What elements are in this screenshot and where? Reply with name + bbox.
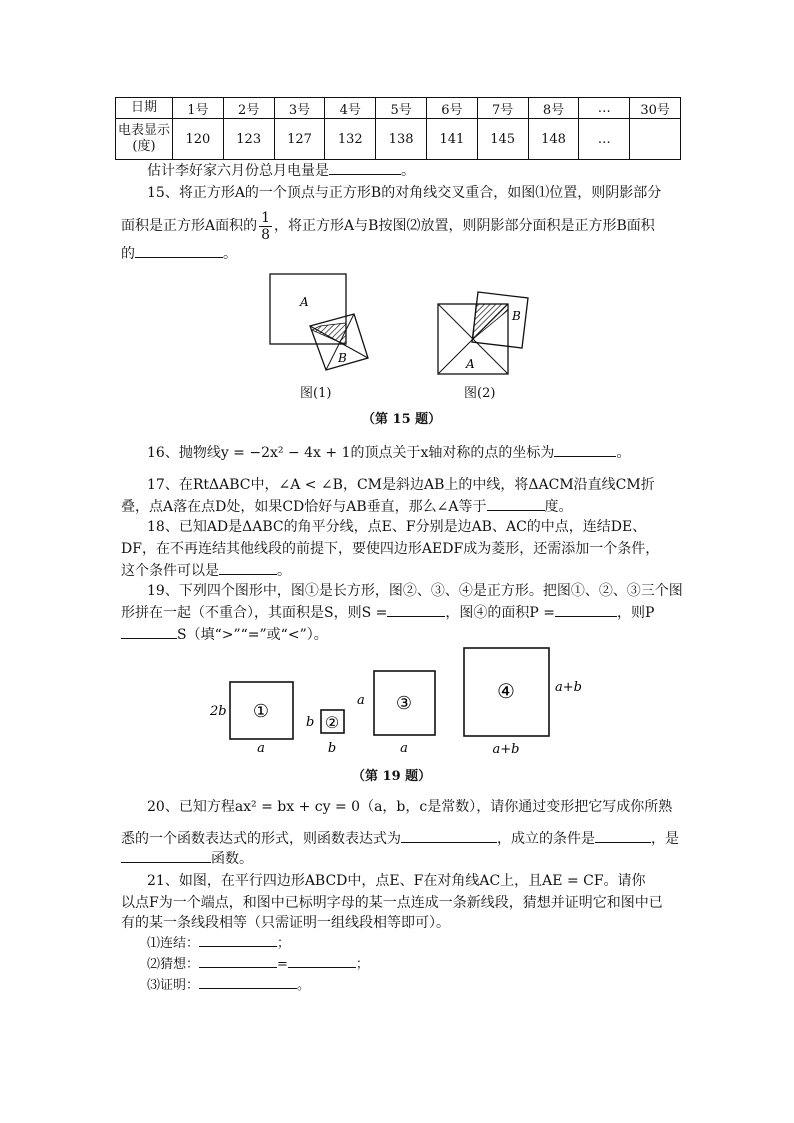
q19-line3: S（填“>”“=”或“<”）。 (121, 626, 328, 644)
answer-blank[interactable] (595, 830, 651, 843)
table-cell: 145 (477, 119, 528, 160)
side-label: 2b (210, 704, 227, 719)
q19-caption: （第 19 题） (352, 769, 432, 784)
table-cell (630, 119, 681, 160)
figure-square-4 (464, 648, 582, 757)
fraction-one-eighth: $\frac{1}{8}$ (261, 209, 271, 243)
answer-blank[interactable] (121, 626, 177, 639)
svg-text:③: ③ (395, 693, 413, 714)
side-label: a+b (555, 680, 582, 695)
side-label: a (257, 741, 265, 756)
answer-blank[interactable] (288, 955, 356, 968)
answer-blank[interactable] (555, 604, 617, 617)
table-cell: 6号 (426, 98, 477, 119)
figure-square-2 (306, 710, 344, 756)
side-label: a (400, 741, 408, 756)
table-cell: 2号 (223, 98, 274, 119)
q14-tail: 估计李好家六月份总月电量是 。 (147, 163, 415, 179)
figure-square-3 (357, 671, 435, 756)
table-row (116, 98, 681, 119)
answer-blank[interactable] (121, 850, 211, 863)
table-cell: 7号 (477, 98, 528, 119)
side-label: a (357, 693, 365, 708)
answer-blank[interactable] (401, 830, 497, 843)
q18-line2: DF，在不再连结其他线段的前提下，要使四边形AEDF成为菱形，还需添加一个条件， (121, 541, 660, 557)
table-cell: … (579, 119, 630, 160)
shaded-region (312, 323, 346, 344)
side-label: a+b (492, 742, 520, 757)
table-cell: 电表显示(度) (116, 119, 173, 160)
q15-line2: 面积是正方形A面积的 $\frac{1}{8}$ ，将正方形A与B按图⑵放置，则阴影部分面积是正方形B面积 (121, 209, 655, 243)
q19-line1: 19、下列四个图形中，图①是长方形，图②、③、④是正方形。把图①、②、③三个图 (147, 583, 683, 599)
q15-line3: 的 。 (121, 246, 237, 262)
shaded-region (473, 304, 508, 339)
q19-figures (200, 640, 600, 760)
q17-line1: 17、在RtΔABC中，∠A < ∠B，CM是斜边AB上的中线，将ΔACM沿直线CM折 (147, 477, 655, 493)
label-a: A (300, 295, 309, 309)
label-b: B (338, 351, 347, 365)
answer-blank[interactable] (199, 955, 277, 968)
table-cell: 日期 (116, 98, 173, 119)
figure-1-caption: 图(1) (300, 386, 332, 401)
table-cell: 141 (426, 119, 477, 160)
figure-rectangle-1 (209, 682, 293, 756)
table-cell: 138 (376, 119, 427, 160)
table-cell: … (579, 98, 630, 119)
q20-line2: 悉的一个函数表达式的形式，则函数表达式为 ，成立的条件是 ，是 (121, 831, 679, 847)
answer-blank[interactable] (554, 444, 616, 457)
table-cell: 127 (274, 119, 325, 160)
q21-answer-2: ⑵猜想： = ； (147, 957, 369, 972)
table-cell: 123 (223, 119, 274, 160)
svg-text:④: ④ (497, 679, 515, 703)
answer-blank[interactable] (487, 498, 545, 511)
answer-blank[interactable] (387, 604, 445, 617)
q17-line2: 叠，点A落在点D处，如果CD恰好与AB垂直，那么∠A等于 度。 (121, 499, 573, 515)
side-label: b (327, 741, 337, 756)
figure-2-caption: 图(2) (464, 386, 496, 401)
table-cell: 30号 (630, 98, 681, 119)
svg-text:②: ② (324, 713, 340, 732)
q21-line2: 以点F为一个端点，和图中已标明字母的某一点连成一条新线段，猜想并证明它和图中已 (121, 895, 663, 911)
label-b: B (512, 309, 521, 323)
q15-line1: 15、将正方形A的一个顶点与正方形B的对角线交叉重合，如图⑴位置，则阴影部分 (147, 185, 662, 201)
q15-figure-2 (438, 292, 528, 374)
q21-line3: 有的某一条线段相等（只需证明一组线段相等即可）。 (121, 915, 450, 931)
table-cell: 3号 (274, 98, 325, 119)
table-cell: 8号 (528, 98, 579, 119)
label-a: A (466, 357, 475, 371)
q20-line3: 函数。 (121, 850, 253, 868)
table-cell: 132 (325, 119, 376, 160)
meter-reading-table (115, 97, 681, 160)
answer-blank[interactable] (329, 162, 401, 175)
answer-blank[interactable] (219, 562, 277, 575)
q15-caption: （第 15 题） (362, 412, 442, 427)
answer-blank[interactable] (135, 245, 223, 258)
q21-answer-1: ⑴连结： ； (147, 936, 291, 951)
side-label: b (306, 715, 315, 730)
table-row (116, 119, 681, 160)
answer-blank[interactable] (199, 934, 277, 947)
q19-line2: 形拼在一起（不重合），其面积是S，则S = ，图④的面积P = ，则P (121, 605, 655, 621)
q20-line1: 20、已知方程ax² = bx + cy = 0（a，b，c是常数），请你通过变形把它写成你所熟 (147, 799, 673, 815)
table-cell: 148 (528, 119, 579, 160)
table-cell: 4号 (325, 98, 376, 119)
table-cell: 120 (173, 119, 224, 160)
q18-line1: 18、已知AD是ΔABC的角平分线，点E、F分别是边AB、AC的中点，连结DE、 (147, 519, 647, 535)
q18-line3: 这个条件可以是 。 (121, 563, 291, 579)
q21-line1: 21、如图，在平行四边形ABCD中，点E、F在对角线AC上，且AE = CF。请你 (147, 873, 646, 889)
svg-text:①: ① (252, 701, 270, 722)
q15-figures (260, 268, 530, 378)
q16: 16、抛物线y = −2x² − 4x + 1的顶点关于x轴对称的点的坐标为 。 (147, 445, 631, 461)
answer-blank[interactable] (199, 976, 297, 989)
table-cell: 5号 (376, 98, 427, 119)
q15-figure-1 (270, 274, 368, 370)
q21-answer-3: ⑶证明： 。 (147, 978, 311, 993)
table-cell: 1号 (173, 98, 224, 119)
